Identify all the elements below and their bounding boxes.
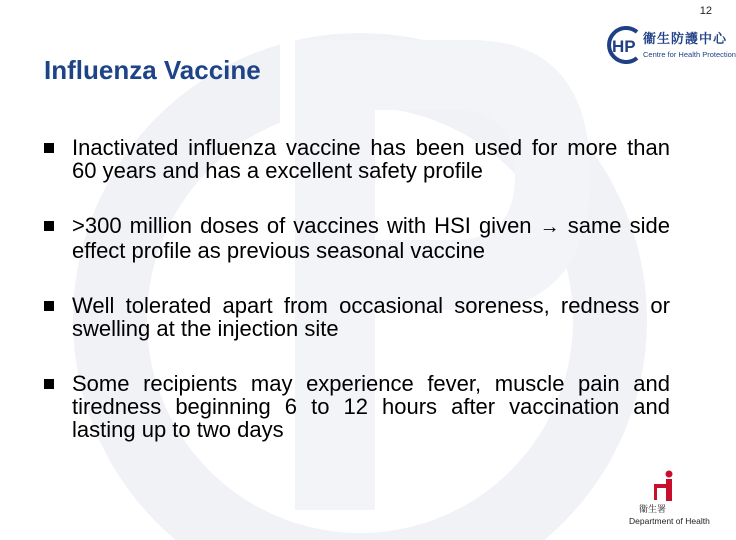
bullet-text: Well tolerated apart from occasional soreness, redness or swelling at the injection site (72, 293, 670, 341)
bullet-text: Some recipients may experience fever, muscle pain and tiredness beginning 6 to 12 hours after vaccination and lasting up to two days (72, 371, 670, 442)
slide-title: Influenza Vaccine (44, 55, 261, 85)
bullet-text-part: same side effect profile as previous seasonal vaccine (72, 213, 670, 263)
department-of-health-figure-icon (649, 470, 689, 504)
square-bullet-icon (44, 221, 54, 231)
svg-text:HP: HP (612, 37, 636, 56)
right-arrow-icon: → (539, 216, 560, 238)
bullet-text-part: >300 million doses of vaccines with HSI given (72, 213, 532, 238)
department-of-health-logo (625, 470, 715, 532)
chp-logo (601, 24, 736, 68)
square-bullet-icon (44, 301, 54, 311)
chp-logo-english: Centre for Health Protection (643, 50, 736, 59)
bullet-item (44, 214, 670, 262)
bullet-text: Inactivated influenza vaccine has been used for more than 60 years and has a excellent safety profile (72, 135, 670, 183)
chp-logo-chinese: 衞生防護中心 (643, 32, 728, 47)
department-of-health-english: Department of Health (629, 516, 710, 526)
bullet-item (44, 294, 670, 340)
square-bullet-icon (44, 143, 54, 153)
bullet-item (44, 136, 670, 182)
bullet-text (72, 214, 670, 262)
chp-logo-mark-icon (601, 24, 643, 66)
bullet-list (44, 136, 670, 473)
square-bullet-icon (44, 379, 54, 389)
department-of-health-chinese: 衞生署 (639, 505, 667, 515)
bullet-item (44, 372, 670, 441)
page-number: 12 (699, 5, 712, 17)
